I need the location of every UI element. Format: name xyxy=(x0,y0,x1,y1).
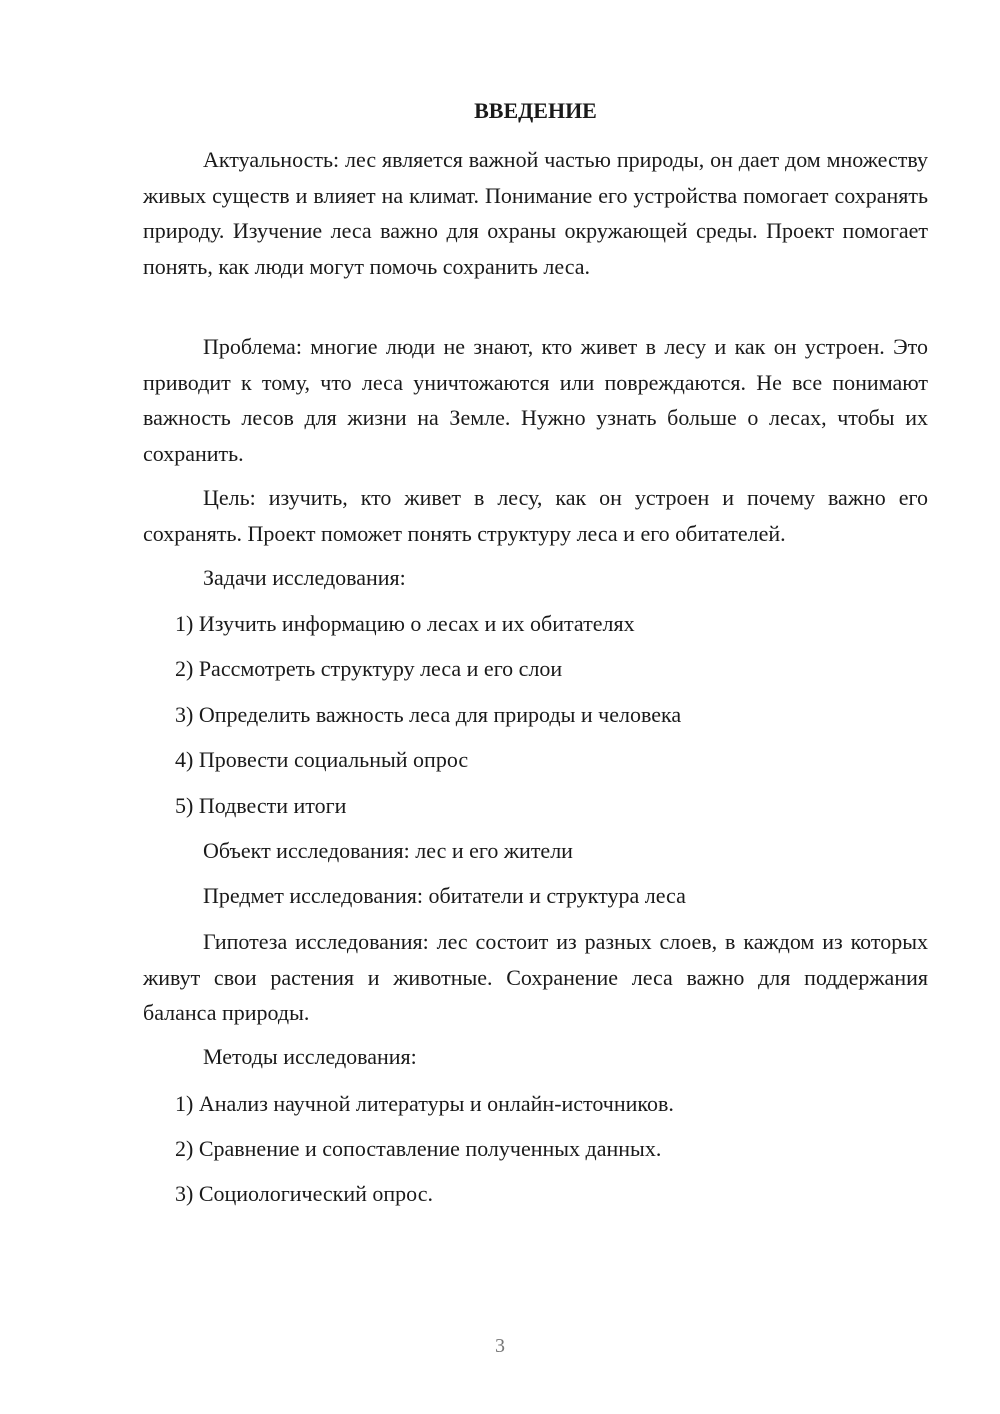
relevance-paragraph: Актуальность: лес является важной частью природы, он дает дом множеству живых существ и влияет на климат. Понимание его устройства помогает сохранять природу. Изучение леса важно для охраны окружающей среды. Проект помогает понять, как люди могут помочь сохранить леса. xyxy=(143,147,928,279)
task-item-2: 2) Рассмотреть структуру леса и его слои xyxy=(175,656,563,681)
task-item-1: 1) Изучить информацию о лесах и их обитателях xyxy=(175,611,635,636)
methods-title: Методы исследования: xyxy=(203,1044,417,1069)
document-page xyxy=(143,0,928,1414)
problem-paragraph: Проблема: многие люди не знают, кто живет в лесу и как он устроен. Это приводит к тому, что леса уничтожаются или повреждаются. Не все понимают важность лесов для жизни на Земле. Нужно узнать больше о лесах, чтобы их сохранить. xyxy=(143,334,928,466)
method-item-3: 3) Социологический опрос. xyxy=(175,1181,433,1206)
task-item-5: 5) Подвести итоги xyxy=(175,793,347,818)
method-item-1: 1) Анализ научной литературы и онлайн-источников. xyxy=(175,1091,674,1116)
research-subject: Предмет исследования: обитатели и структура леса xyxy=(203,883,686,908)
task-item-4: 4) Провести социальный опрос xyxy=(175,747,469,772)
method-item-2: 2) Сравнение и сопоставление полученных данных. xyxy=(175,1136,662,1161)
task-item-3: 3) Определить важность леса для природы и человека xyxy=(175,702,682,727)
tasks-title: Задачи исследования: xyxy=(203,565,406,590)
goal-paragraph: Цель: изучить, кто живет в лесу, как он устроен и почему важно его сохранять. Проект поможет понять структуру леса и его обитателей. xyxy=(143,485,928,546)
page-number: 3 xyxy=(495,1335,505,1357)
hypothesis-paragraph: Гипотеза исследования: лес состоит из разных слоев, в каждом из которых живут свои растения и животные. Сохранение леса важно для поддержания баланса природы. xyxy=(143,929,928,1025)
section-heading: ВВЕДЕНИЕ xyxy=(474,98,597,123)
research-object: Объект исследования: лес и его жители xyxy=(203,838,573,863)
